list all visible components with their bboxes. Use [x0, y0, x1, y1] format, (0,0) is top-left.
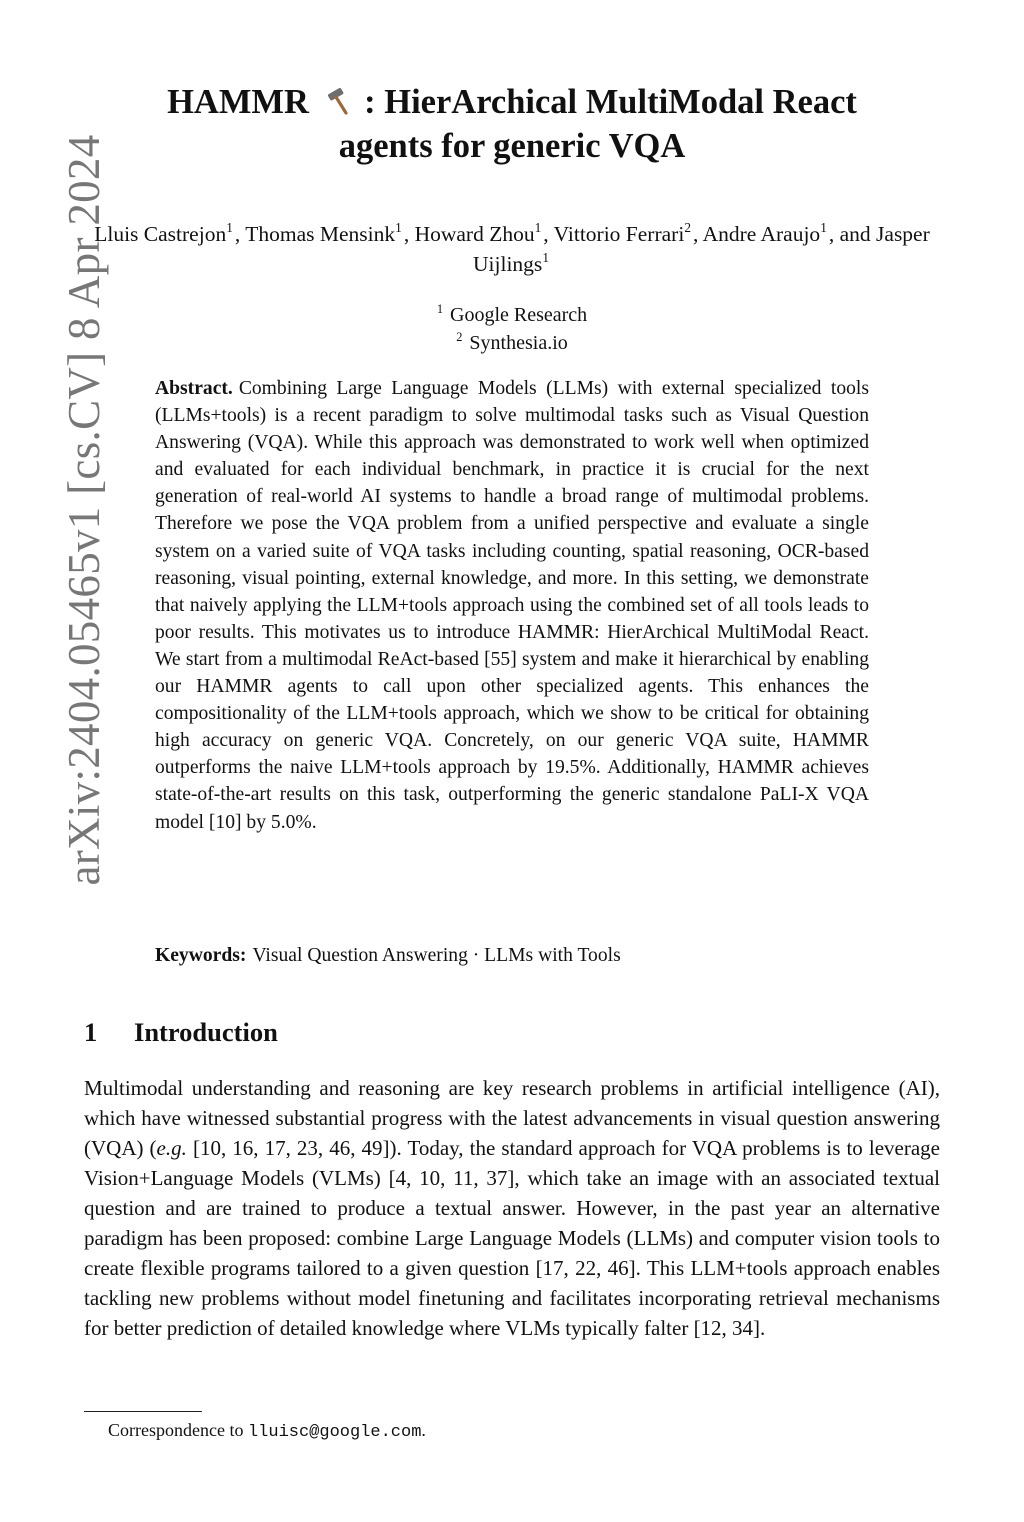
affiliation-item — [80, 301, 944, 329]
footnote-prefix: Correspondence to — [108, 1420, 244, 1440]
author-name: Jasper Uijlings — [473, 222, 930, 276]
intro-eg: e.g. — [156, 1136, 187, 1160]
author-name: Lluis Castrejon — [94, 222, 227, 246]
title-line-2: agents for generic VQA — [338, 127, 686, 165]
affiliation-name: Google Research — [450, 304, 588, 326]
author-list — [80, 219, 944, 279]
abstract — [155, 375, 869, 836]
footnote — [108, 1417, 426, 1446]
author-name: Andre Araujo — [702, 222, 821, 246]
author-name: Howard Zhou — [414, 222, 535, 246]
footnote-suffix: . — [421, 1420, 426, 1440]
author-affiliation-marker: 1 — [226, 220, 233, 236]
intro-paragraph — [84, 1073, 940, 1343]
author-name: Vittorio Ferrari — [553, 222, 685, 246]
author-affiliation-marker: 2 — [684, 220, 691, 236]
arxiv-identifier: arXiv:2404.05465v1 [cs.CV] 8 Apr 2024 — [59, 134, 109, 886]
affiliation-item — [80, 329, 944, 357]
abstract-label: Abstract. — [155, 378, 233, 399]
keywords-label: Keywords: — [155, 945, 247, 966]
author-separator: , — [543, 222, 554, 246]
intro-text-2: [10, 16, 17, 23, 46, 49]). Today, the standard approach for VQA problems is to leverage Vision+Language Models (VLMs) [4, 10, 11, 37], which take an image with an associated textual question and are trained to produce a textual answer. However, in the past year an alternative paradigm has been proposed: combine Large Language Models (LLMs) and computer vision tools to create flexible programs tailored to a given question [17, 22, 46]. This LLM+tools approach enables tackling new problems without model finetuning and facilitates incorporating retrieval mechanisms for better prediction of detailed knowledge where VLMs typically falter [12, 34]. — [84, 1136, 940, 1340]
section-title: Introduction — [134, 1017, 278, 1047]
affiliation-number: 2 — [456, 329, 463, 344]
author-separator: , — [692, 222, 703, 246]
keywords — [155, 942, 869, 969]
author-separator: , — [234, 222, 246, 246]
paper-title — [80, 80, 944, 168]
author-separator: , and — [828, 222, 877, 246]
hammer-icon — [322, 86, 352, 116]
abstract-text: Combining Large Language Models (LLMs) with external specialized tools (LLMs+tools) is a recent paradigm to solve multimodal tasks such as Visual Question Answering (VQA). While this approach was demonstrated to work well when optimized and evaluated for each individual benchmark, in practice it is crucial for the next generation of real-world AI systems to handle a broad range of multimodal problems. Therefore we pose the VQA problem from a unified perspective and evaluate a single system on a varied suite of VQA tasks including counting, spatial reasoning, OCR-based reasoning, visual pointing, external knowledge, and more. In this setting, we demonstrate that naively applying the LLM+tools approach using the combined set of all tools leads to poor results. This motivates us to introduce HAMMR: HierArchical MultiModal React. We start from a multimodal ReAct-based [55] system and make it hierarchical by enabling our HAMMR agents to call upon other specialized agents. This enhances the compositionality of the LLM+tools approach, which we show to be critical for obtaining high accuracy on generic VQA. Concretely, on our generic VQA suite, HAMMR outperforms the naive LLM+tools approach by 19.5%. Additionally, HAMMR achieves state-of-the-art results on this task, outperforming the generic standalone PaLI-X VQA model [10] by 5.0%. — [155, 378, 869, 833]
title-acronym: HAMMR — [167, 83, 309, 121]
author-separator: , — [403, 222, 415, 246]
author-affiliation-marker: 1 — [534, 220, 542, 236]
footnote-divider — [84, 1411, 202, 1412]
author-affiliation-marker: 1 — [395, 220, 402, 236]
keywords-text: Visual Question Answering · LLMs with Tools — [252, 945, 621, 966]
affiliation-name: Synthesia.io — [469, 332, 568, 354]
title-rest: : HierArchical MultiModal React — [364, 83, 857, 121]
intro-text-1: Multimodal understanding and reasoning are key research problems in artificial intelligence (AI), which have witnessed substantial progress with the latest advancements in visual question answering (VQA) ( — [84, 1076, 940, 1160]
affiliation-list — [80, 301, 944, 357]
author-affiliation-marker: 1 — [820, 220, 827, 236]
footnote-email[interactable]: lluisc@google.com — [247, 1423, 422, 1442]
author-name: Thomas Mensink — [245, 222, 396, 246]
author-affiliation-marker: 1 — [542, 250, 549, 266]
affiliation-number: 1 — [436, 301, 444, 316]
section-heading — [84, 1014, 278, 1050]
section-number: 1 — [84, 1017, 98, 1047]
